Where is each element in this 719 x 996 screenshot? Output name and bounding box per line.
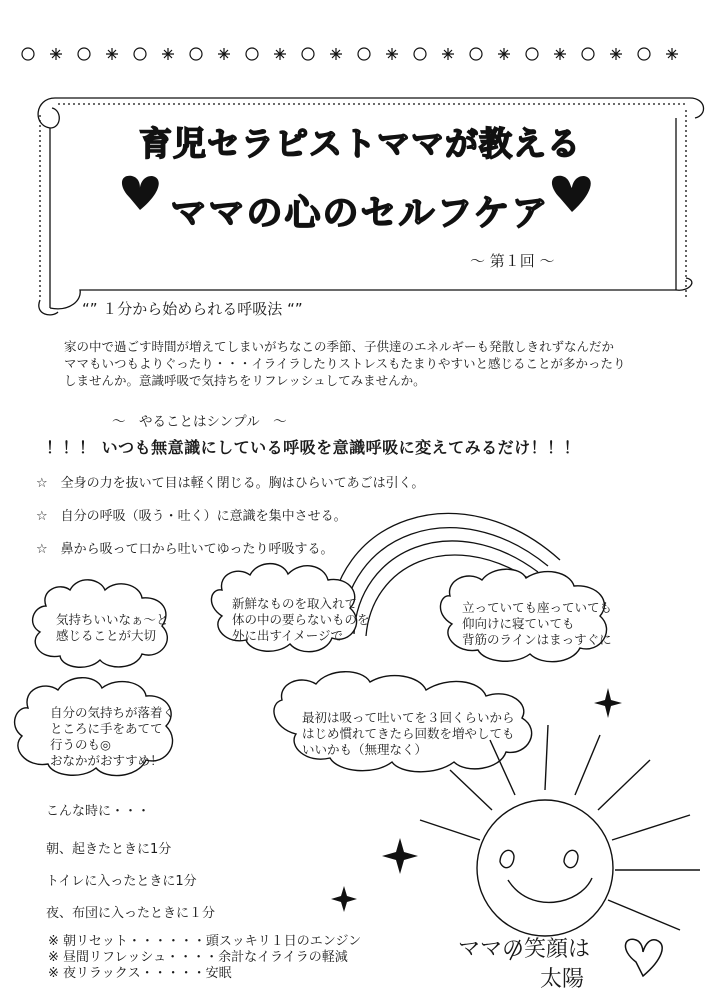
- headline: ！！！ いつも無意識にしている呼吸を意識呼吸に変えてみるだけ！！！: [46, 438, 581, 457]
- star-doodle-icon: [50, 48, 62, 60]
- step-item: ☆ 全身の力を抜いて目は軽く閉じる。胸はひらいてあごは引く。: [36, 476, 425, 491]
- note-item: ※ 昼間リフレッシュ・・・・余計なイライラの軽減: [48, 950, 348, 965]
- cloud-text: [232, 596, 370, 644]
- time-item: トイレに入ったときに1分: [46, 874, 197, 889]
- time-item: 夜、布団に入ったときに１分: [46, 906, 216, 921]
- cloud-line: 新鮮なものを取入れて: [232, 596, 358, 611]
- note-item: ※ 夜リラックス・・・・・安眠: [48, 966, 232, 981]
- time-item: 朝、起きたときに1分: [46, 842, 172, 857]
- intro-line: ママもいつもよりぐったり・・・イライラしたりストレスもたまりやすいと感じることが多かったり: [64, 356, 626, 371]
- flower-doodle-icon: [582, 48, 594, 60]
- flower-doodle-icon: [246, 48, 258, 60]
- cloud-line: 立っていても座っていても: [462, 600, 613, 615]
- flower-doodle-icon: [190, 48, 202, 60]
- step-item: ☆ 自分の呼吸（吸う・吐く）に意識を集中させる。: [36, 509, 347, 524]
- cloud-line: 背筋のラインはまっすぐに: [462, 632, 612, 647]
- page-subtitle-title: ママの心のセルフケア: [170, 193, 550, 234]
- star-doodle-icon: [330, 48, 342, 60]
- cloud-line: 行うのも◎: [50, 737, 111, 752]
- cloud-line: いいかも（無理なく）: [302, 742, 428, 757]
- top-doodle-border: [22, 48, 678, 60]
- star-doodle-icon: [218, 48, 230, 60]
- flower-doodle-icon: [638, 48, 650, 60]
- simple-label: ～ やることはシンプル ～: [112, 414, 287, 430]
- sun-caption: ママの笑顔は: [458, 937, 591, 962]
- cloud-text: [56, 612, 169, 644]
- step-item: ☆ 鼻から吸って口から吐いてゆったり呼吸する。: [36, 542, 334, 557]
- cloud-line: 仰向けに寝ていても: [462, 616, 575, 631]
- cloud-text: [50, 705, 175, 769]
- intro-line: しませんか。意識呼吸で気持ちをリフレッシュしてみませんか。: [64, 373, 426, 388]
- cloud-line: 気持ちいいなぁ～と: [56, 612, 169, 627]
- star-doodle-icon: [274, 48, 286, 60]
- cloud-line: 自分の気持ちが落着く: [50, 705, 176, 720]
- episode-label: ～ 第１回 ～: [470, 252, 555, 270]
- star-doodle-icon: [666, 48, 678, 60]
- note-item: ※ 朝リセット・・・・・・頭スッキリ１日のエンジン: [48, 934, 362, 949]
- sparkle-icon: [331, 886, 357, 912]
- sparkle-icon: [382, 838, 418, 874]
- cloud-line: ところに手をあてて: [50, 721, 163, 736]
- cloud-text: [302, 710, 515, 758]
- sun-caption: 太陽: [540, 967, 585, 992]
- intro-paragraph: [64, 338, 694, 389]
- cloud-line: おなかがおすすめ！: [50, 753, 163, 768]
- star-doodle-icon: [442, 48, 454, 60]
- star-doodle-icon: [162, 48, 174, 60]
- cloud-line: 外に出すイメージで: [232, 628, 344, 643]
- flower-doodle-icon: [22, 48, 34, 60]
- flower-doodle-icon: [414, 48, 426, 60]
- flower-doodle-icon: [78, 48, 90, 60]
- star-doodle-icon: [498, 48, 510, 60]
- page-title: 育児セラピストママが教える: [139, 124, 581, 163]
- cloud-line: 感じることが大切: [56, 628, 157, 643]
- intro-line: 家の中で過ごす時間が増えてしまいがちなこの季節、子供達のエネルギーも発散しきれずなんだか: [64, 339, 615, 354]
- flower-doodle-icon: [470, 48, 482, 60]
- cloud-text: [462, 600, 612, 648]
- when-label: こんな時に・・・: [46, 804, 151, 819]
- star-doodle-icon: [554, 48, 566, 60]
- section-heading: “” １分から始められる呼吸法 “”: [82, 300, 303, 318]
- cloud-line: はじめ慣れてきたら回数を増やしても: [302, 726, 515, 741]
- flower-doodle-icon: [134, 48, 146, 60]
- cloud-line: 体の中の要らないものを: [232, 612, 370, 627]
- flower-doodle-icon: [358, 48, 370, 60]
- star-doodle-icon: [386, 48, 398, 60]
- flower-doodle-icon: [526, 48, 538, 60]
- flower-doodle-icon: [302, 48, 314, 60]
- heart-outline-icon: [625, 939, 662, 976]
- star-doodle-icon: [610, 48, 622, 60]
- cloud-line: 最初は吸って吐いてを３回くらいから: [302, 710, 515, 725]
- star-doodle-icon: [106, 48, 118, 60]
- sparkle-icon: [594, 688, 622, 718]
